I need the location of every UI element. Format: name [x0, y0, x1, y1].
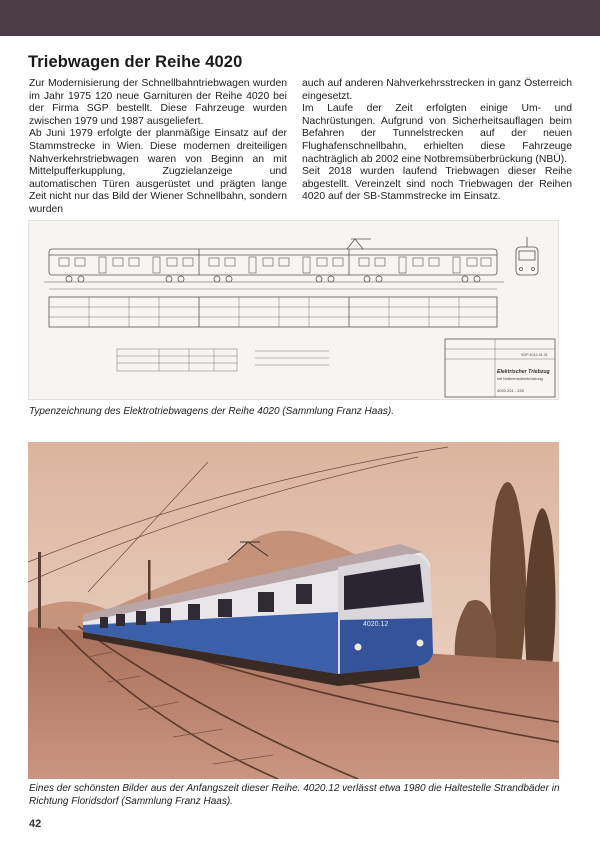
- train-photo-figure: [28, 442, 559, 779]
- drawing-series-text: 4020.201 - 220: [497, 388, 524, 393]
- page-number: 42: [29, 818, 42, 830]
- drawing-subtitle-text: mit Notbremsüberbrückung: [497, 377, 543, 381]
- page-title: Triebwagen der Reihe 4020: [28, 53, 243, 71]
- train-type-drawing: [29, 221, 559, 400]
- paragraph: Zur Modernisierung der Schnellbahntriebwagen wurden im Jahr 1975 120 neue Garnituren der Reihe 4020 bei der Firma SGP bestellt. Diese Fahrzeuge wurden zwischen 1979 und 1987 ausgeliefert.: [29, 78, 287, 127]
- paragraph: Ab Juni 1979 erfolgte der planmäßige Einsatz auf der Stammstrecke in Wien. Diese modernen dreiteiligen Nahverkehrstriebwagen waren von Beginn an mit Mittelpufferkupplung, Zugzielanzeige und automatischen Türen ausgerüstet und prägten lange Zeit nicht nur das Bild der Wiener Schnellbahn, sondern wurden: [29, 128, 287, 215]
- drawing-caption: Typenzeichnung des Elektrotriebwagens der Reihe 4020 (Sammlung Franz Haas).: [29, 406, 395, 417]
- paragraph: auch auf anderen Nahverkehrsstrecken in ganz Österreich eingesetzt.: [302, 78, 572, 102]
- train-number-plate: 4020.12: [363, 621, 389, 628]
- drawing-number-text: SGP 4012-01.01: [521, 353, 548, 357]
- text-column-right: [302, 78, 572, 204]
- paragraph: Im Laufe der Zeit erfolgten einige Um- und Nachrüstungen. Aufgrund von Sicherheitsauflagen beim Befahren der Tunnelstrecken auf der neuen Flughafenschnellbahn, erhielten diese Fahrzeuge nachträglich ab 2002 eine Notbremsüberbrückung (NBÜ).: [302, 103, 572, 165]
- train-photo: [28, 442, 559, 779]
- drawing-title-block-text: Elektrischer Triebzug: [497, 369, 550, 375]
- paragraph: Seit 2018 wurden laufend Triebwagen dieser Reihe abgestellt. Vereinzelt sind noch Triebwagen der Reihen 4020 auf der SB-Stammstrecke im Einsatz.: [302, 166, 572, 203]
- text-column-left: [29, 78, 287, 217]
- top-header-bar: [0, 0, 600, 36]
- photo-caption: Eines der schönsten Bilder aus der Anfangszeit dieser Reihe. 4020.12 verlässt etwa 1980 die Haltestelle Strandbäder in Richtung Floridsdorf (Sammlung Franz Haas).: [29, 783, 560, 807]
- technical-drawing-figure: [28, 220, 559, 400]
